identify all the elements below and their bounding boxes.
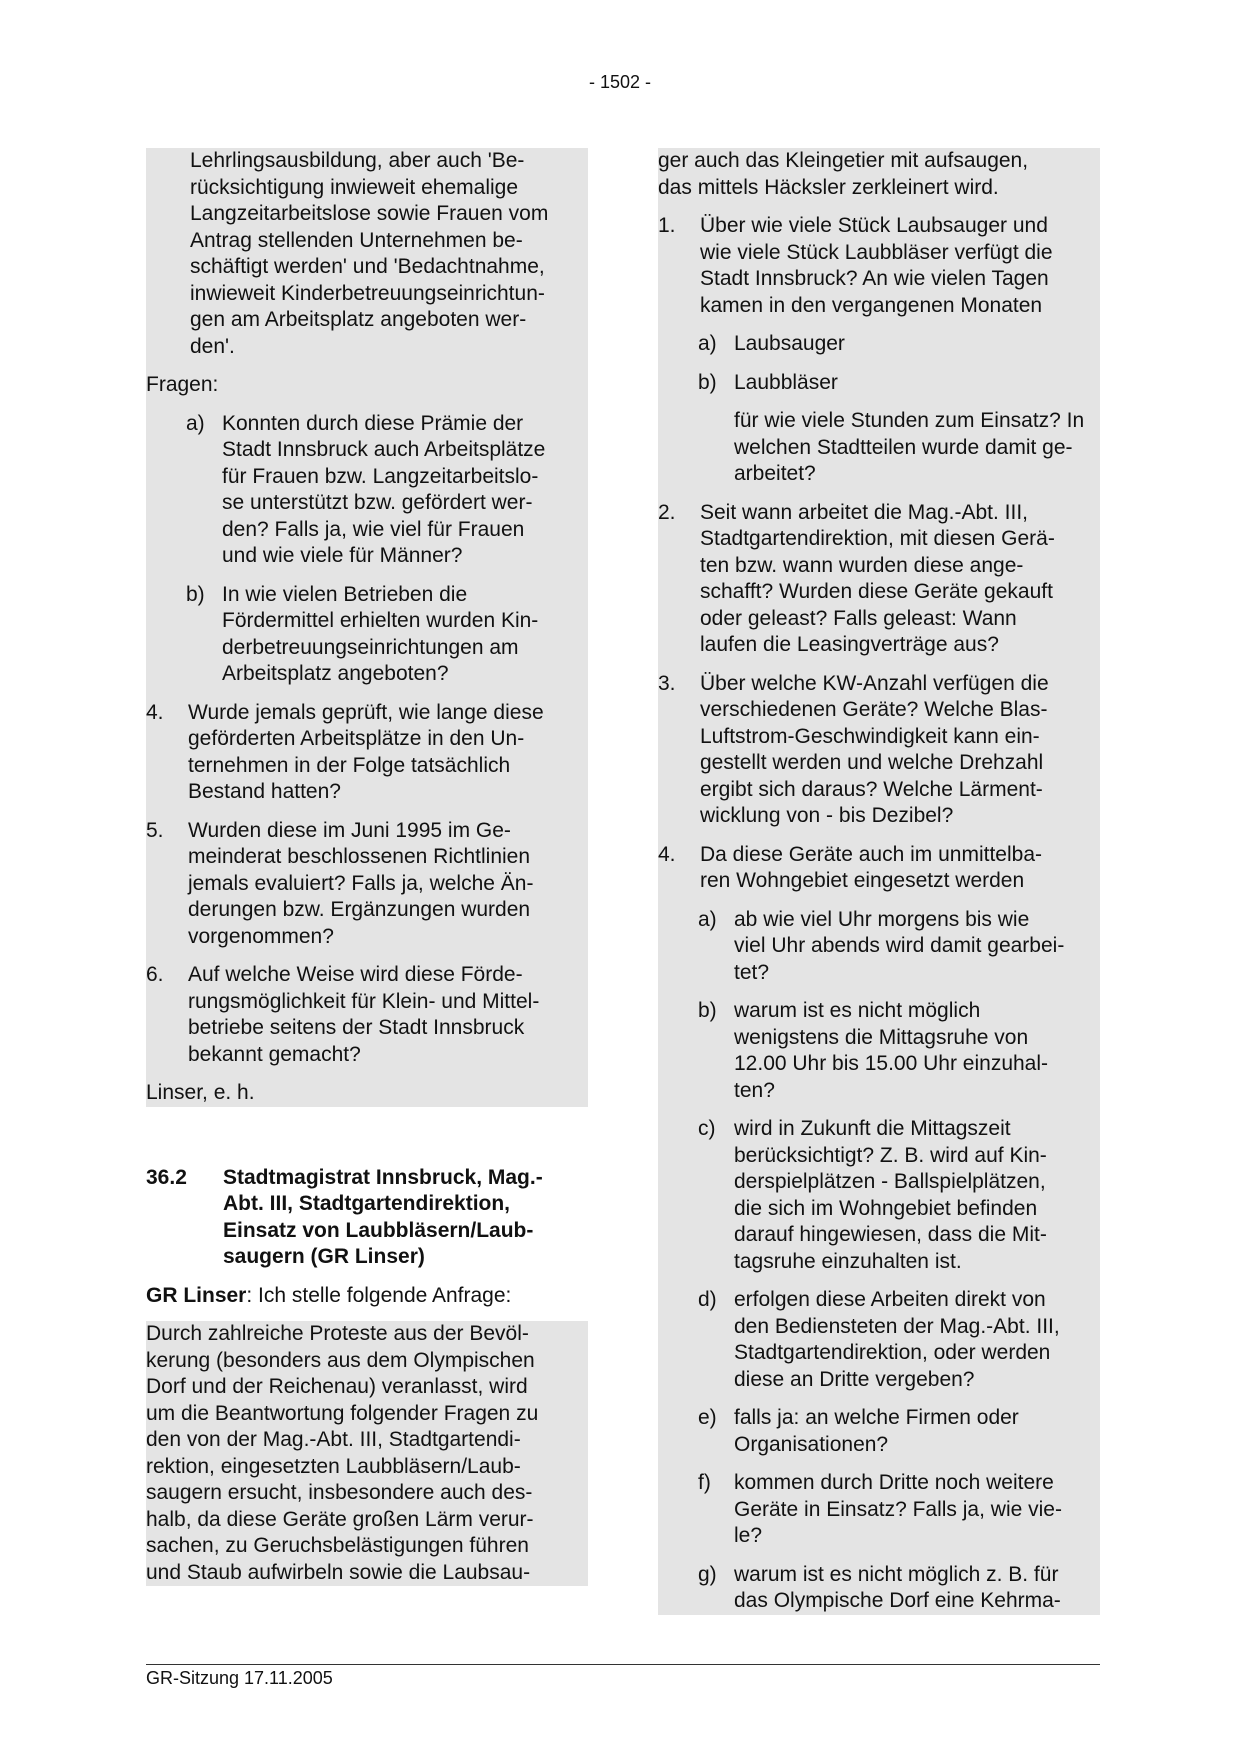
text-line: für wie viele Stunden zum Einsatz? In bbox=[734, 409, 1085, 432]
signature: Linser, e. h. bbox=[146, 1081, 255, 1104]
item-label: b) bbox=[698, 999, 717, 1022]
text-line: derspielplätzen - Ballspielplätzen, bbox=[734, 1170, 1046, 1193]
text-line: Über welche KW-Anzahl verfügen die bbox=[700, 671, 1049, 695]
numbered-item-4 bbox=[146, 700, 588, 806]
request-line bbox=[146, 1283, 588, 1310]
text-line: Über wie viele Stück Laubsauger und bbox=[700, 214, 1048, 237]
text-line: Durch zahlreiche Proteste aus der Bevöl- bbox=[146, 1322, 529, 1345]
text-line: Einsatz von Laubbläsern/Laub- bbox=[223, 1218, 534, 1242]
text-line: ten bzw. wann wurden diese ange- bbox=[700, 553, 1024, 577]
text-line: um die Beantwortung folgender Fragen zu bbox=[146, 1401, 539, 1425]
text-line: saugern (GR Linser) bbox=[223, 1245, 425, 1268]
question-1 bbox=[658, 213, 1100, 319]
text-line: Stadt Innsbruck auch Arbeitsplätze bbox=[222, 438, 546, 461]
text-line: Antrag stellenden Unternehmen be- bbox=[190, 228, 523, 252]
question-1-sub-b bbox=[658, 370, 1100, 397]
item-text bbox=[700, 213, 1100, 319]
request-body bbox=[146, 1321, 588, 1586]
text-line: Da diese Geräte auch im unmittelba- bbox=[700, 842, 1042, 866]
text-line: derungen bzw. Ergänzungen wurden bbox=[188, 898, 531, 921]
item-text bbox=[734, 1405, 1100, 1458]
sub-item-a bbox=[146, 411, 588, 570]
text-line: wie viele Stück Laubbläser verfügt die bbox=[700, 240, 1053, 264]
text-line: 12.00 Uhr bis 15.00 Uhr einzuhal- bbox=[734, 1052, 1049, 1075]
item-label: a) bbox=[698, 332, 717, 355]
item-label: 3. bbox=[658, 671, 676, 695]
text-line: Fördermittel erhielten wurden Kin- bbox=[222, 609, 539, 632]
item-text bbox=[734, 907, 1100, 987]
text-line: welchen Stadtteilen wurde damit ge- bbox=[734, 435, 1073, 459]
text-line: Auf welche Weise wird diese Förde- bbox=[188, 963, 523, 986]
request-speaker: GR Linser bbox=[146, 1283, 247, 1307]
question-4-sub-g bbox=[658, 1562, 1100, 1615]
text-line: Stadtmagistrat Innsbruck, Mag.- bbox=[223, 1165, 543, 1189]
question-4-sub-c bbox=[658, 1116, 1100, 1275]
text-line: Konnten durch diese Prämie der bbox=[222, 411, 524, 435]
question-4-sub-a bbox=[658, 907, 1100, 987]
text-line: falls ja: an welche Firmen oder bbox=[734, 1406, 1019, 1429]
intro-paragraph bbox=[146, 148, 588, 360]
text-line: betriebe seitens der Stadt Innsbruck bbox=[188, 1016, 525, 1039]
text-line: rungsmöglichkeit für Klein- und Mittel- bbox=[188, 989, 540, 1013]
fragen-label: Fragen: bbox=[146, 373, 219, 396]
text-line: die sich im Wohngebiet befinden bbox=[734, 1196, 1038, 1220]
text-line: wicklung von - bis Dezibel? bbox=[700, 804, 954, 827]
text-line: ergibt sich daraus? Welche Lärment- bbox=[700, 777, 1043, 801]
text-line: ten? bbox=[734, 1078, 775, 1102]
request-text: : Ich stelle folgende Anfrage: bbox=[246, 1283, 512, 1307]
left-quoted-block bbox=[146, 148, 588, 1107]
item-text bbox=[700, 671, 1100, 830]
text-line: Seit wann arbeitet die Mag.-Abt. III, bbox=[700, 500, 1029, 524]
item-text bbox=[188, 700, 588, 806]
item-text bbox=[188, 962, 588, 1068]
item-label: b) bbox=[698, 370, 717, 394]
text-line: Stadtgartendirektion, mit diesen Gerä- bbox=[700, 527, 1055, 550]
footer-divider bbox=[146, 1664, 1100, 1665]
item-text bbox=[700, 500, 1100, 659]
text-line: den von der Mag.-Abt. III, Stadtgartendi- bbox=[146, 1428, 521, 1451]
text-line: laufen die Leasingverträge aus? bbox=[700, 633, 999, 656]
text-line: ger auch das Kleingetier mit aufsaugen, bbox=[658, 149, 1029, 172]
page-number: - 1502 - bbox=[588, 72, 652, 92]
text-line: warum ist es nicht möglich bbox=[734, 999, 981, 1022]
text-line: den? Falls ja, wie viel für Frauen bbox=[222, 517, 525, 541]
item-label: e) bbox=[698, 1406, 717, 1429]
text-line: das Olympische Dorf eine Kehrma- bbox=[734, 1589, 1061, 1612]
question-4-sub-d bbox=[658, 1287, 1100, 1393]
item-text: Laubbläser bbox=[734, 370, 838, 394]
text-line: Stadt Innsbruck? An wie vielen Tagen bbox=[700, 267, 1049, 290]
text-line: erfolgen diese Arbeiten direkt von bbox=[734, 1288, 1046, 1311]
question-1-tail bbox=[658, 408, 1100, 488]
section-title bbox=[223, 1165, 543, 1271]
item-text bbox=[700, 842, 1100, 895]
question-3 bbox=[658, 671, 1100, 830]
text-line: gestellt werden und welche Drehzahl bbox=[700, 751, 1044, 774]
text-line: für Frauen bzw. Langzeitarbeitslo- bbox=[222, 464, 539, 488]
left-column bbox=[146, 148, 588, 1586]
item-label: a) bbox=[698, 907, 717, 931]
text-line: wird in Zukunft die Mittagszeit bbox=[734, 1117, 1011, 1140]
text-line: Stadtgartendirektion, oder werden bbox=[734, 1341, 1051, 1364]
footer-session-date: GR-Sitzung 17.11.2005 bbox=[146, 1668, 333, 1688]
question-4-sub-b bbox=[658, 998, 1100, 1104]
text-line: meinderat beschlossenen Richtlinien bbox=[188, 845, 531, 868]
text-line: berücksichtigt? Z. B. wird auf Kin- bbox=[734, 1143, 1047, 1167]
text-line: Organisationen? bbox=[734, 1432, 889, 1456]
question-2 bbox=[658, 500, 1100, 659]
right-column bbox=[658, 148, 1100, 1615]
question-4-sub-f bbox=[658, 1470, 1100, 1550]
text-line: kommen durch Dritte noch weitere bbox=[734, 1471, 1054, 1494]
text-line: oder geleast? Falls geleast: Wann bbox=[700, 606, 1017, 630]
text-line: und Staub aufwirbeln sowie die Laubsau- bbox=[146, 1560, 531, 1584]
text-line: ab wie viel Uhr morgens bis wie bbox=[734, 907, 1030, 931]
numbered-item-6 bbox=[146, 962, 588, 1068]
item-label: b) bbox=[186, 582, 205, 606]
item-text bbox=[734, 1287, 1100, 1393]
text-line: saugern ersucht, insbesondere auch des- bbox=[146, 1481, 533, 1504]
text-line: rektion, eingesetzten Laubbläsern/Laub- bbox=[146, 1454, 521, 1478]
text-line: warum ist es nicht möglich z. B. für bbox=[734, 1562, 1059, 1586]
text-line: kamen in den vergangenen Monaten bbox=[700, 293, 1043, 317]
item-text bbox=[734, 998, 1100, 1104]
text-line: den'. bbox=[190, 334, 235, 358]
continuation-paragraph bbox=[658, 148, 1100, 201]
item-label: f) bbox=[698, 1471, 711, 1494]
text-line: le? bbox=[734, 1524, 763, 1547]
text-line: jemals evaluiert? Falls ja, welche Än- bbox=[188, 871, 534, 895]
sub-item-b bbox=[146, 582, 588, 688]
item-text bbox=[734, 1116, 1100, 1275]
text-line: Wurde jemals geprüft, wie lange diese bbox=[188, 700, 544, 724]
text-line: Wurden diese im Juni 1995 im Ge- bbox=[188, 818, 511, 842]
text-line: bekannt gemacht? bbox=[188, 1042, 361, 1066]
text-line: Lehrlingsausbildung, aber auch 'Be- bbox=[190, 149, 525, 172]
text-line: wenigstens die Mittagsruhe von bbox=[734, 1025, 1029, 1049]
item-label: 4. bbox=[658, 842, 676, 866]
numbered-item-5 bbox=[146, 818, 588, 951]
item-label: 5. bbox=[146, 818, 164, 842]
text-line: schafft? Wurden diese Geräte gekauft bbox=[700, 580, 1053, 603]
text-line: sachen, zu Geruchsbelästigungen führen bbox=[146, 1534, 529, 1557]
item-text bbox=[734, 1470, 1100, 1550]
text-line: vorgenommen? bbox=[188, 924, 334, 948]
text-line: viel Uhr abends wird damit gearbei- bbox=[734, 934, 1065, 957]
text-line: se unterstützt bzw. gefördert wer- bbox=[222, 491, 533, 514]
item-label: 1. bbox=[658, 214, 676, 237]
item-label: 4. bbox=[146, 700, 164, 724]
text-line: und wie viele für Männer? bbox=[222, 544, 463, 567]
text-line: In wie vielen Betrieben die bbox=[222, 582, 468, 606]
question-4-sub-e bbox=[658, 1405, 1100, 1458]
text-line: Langzeitarbeitslose sowie Frauen vom bbox=[190, 202, 549, 225]
item-text: Laubsauger bbox=[734, 332, 845, 355]
item-text bbox=[734, 1562, 1100, 1615]
question-4 bbox=[658, 842, 1100, 895]
text-line: schäftigt werden' und 'Bedachtnahme, bbox=[190, 255, 545, 278]
text-line: Abt. III, Stadtgartendirektion, bbox=[223, 1192, 511, 1215]
item-label: d) bbox=[698, 1288, 717, 1311]
item-label: 6. bbox=[146, 963, 164, 986]
text-line: ternehmen in der Folge tatsächlich bbox=[188, 753, 511, 777]
item-label: a) bbox=[186, 411, 205, 435]
text-line: inwieweit Kinderbetreuungseinrichtun- bbox=[190, 281, 545, 305]
item-label: g) bbox=[698, 1562, 717, 1586]
text-line: gen am Arbeitsplatz angeboten wer- bbox=[190, 308, 527, 331]
item-text bbox=[222, 411, 588, 570]
text-line: geförderten Arbeitsplätze in den Un- bbox=[188, 727, 525, 750]
item-label: c) bbox=[698, 1117, 716, 1140]
question-1-sub-a bbox=[658, 331, 1100, 358]
section-number: 36.2 bbox=[146, 1165, 187, 1189]
text-line: verschiedenen Geräte? Welche Blas- bbox=[700, 698, 1048, 721]
text-line: kerung (besonders aus dem Olympischen bbox=[146, 1348, 535, 1372]
text-line: darauf hingewiesen, dass die Mit- bbox=[734, 1223, 1047, 1246]
item-text bbox=[188, 818, 588, 951]
text-line: Geräte in Einsatz? Falls ja, wie vie- bbox=[734, 1497, 1062, 1521]
text-line: rücksichtigung inwieweit ehemalige bbox=[190, 175, 519, 199]
text-line: Arbeitsplatz angeboten? bbox=[222, 662, 449, 685]
text-line: Dorf und der Reichenau) veranlasst, wird bbox=[146, 1375, 528, 1398]
text-line: arbeitet? bbox=[734, 462, 816, 485]
text-line: tet? bbox=[734, 960, 770, 984]
text-line: den Bediensteten der Mag.-Abt. III, bbox=[734, 1314, 1060, 1338]
text-line: tagsruhe einzuhalten ist. bbox=[734, 1249, 962, 1273]
text-line: derbetreuungseinrichtungen am bbox=[222, 635, 519, 659]
text-line: Bestand hatten? bbox=[188, 780, 341, 803]
text-line: das mittels Häcksler zerkleinert wird. bbox=[658, 175, 999, 199]
text-line: ren Wohngebiet eingesetzt werden bbox=[700, 869, 1025, 892]
text-line: halb, da diese Geräte großen Lärm verur- bbox=[146, 1507, 534, 1531]
section-heading bbox=[146, 1165, 588, 1271]
item-text bbox=[222, 582, 588, 688]
text-line: diese an Dritte vergeben? bbox=[734, 1367, 975, 1391]
text-line: Luftstrom-Geschwindigkeit kann ein- bbox=[700, 724, 1040, 748]
item-label: 2. bbox=[658, 500, 676, 524]
